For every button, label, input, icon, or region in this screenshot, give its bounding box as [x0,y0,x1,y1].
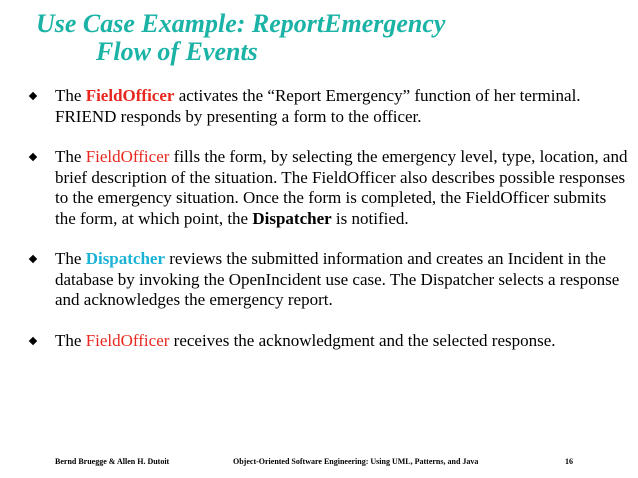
bullet-text-post: fills the form, by selecting the emergency level, type, location, and brief description of the situation. The FieldOfficer also describes possible responses to the emergency situation. Once the form is completed, the FieldOfficer submits the form, at which point, the [55,147,628,228]
bullet-text-pre: The [55,86,86,105]
footer-authors: Bernd Bruegge & Allen H. Dutoit [55,457,170,466]
actor-fieldofficer: FieldOfficer [85,86,175,105]
diamond-bullet-icon [29,92,37,100]
diamond-bullet-icon [29,336,37,344]
actor-dispatcher: Dispatcher [252,208,332,228]
bullet-item [28,86,628,127]
bullet-text-pre: The [55,330,86,350]
actor-fieldofficer: FieldOfficer [85,147,170,166]
bullet-text-post: activates the “Report Emergency” function of her terminal. FRIEND responds by presenting a form to the officer. [55,86,581,126]
slide-title-line2: Flow of Events [96,37,258,66]
bullet-text-post: receives the acknowledgment and the selected response. [169,330,556,350]
bullet-text-pre: The [55,249,86,268]
footer-book-title: Object-Oriented Software Engineering: Using UML, Patterns, and Java [233,457,479,466]
bullet-text-post: reviews the submitted information and creates an Incident in the database by invoking the OpenIncident use case. The Dispatcher selects a response and acknowledges the emergency report. [55,249,620,309]
slide-title-line1: Use Case Example: ReportEmergency [36,9,446,38]
diamond-bullet-icon [29,153,37,161]
actor-fieldofficer: FieldOfficer [85,330,170,350]
bullet-text-pre: The [55,147,86,166]
diamond-bullet-icon [29,255,37,263]
footer-page-number: 16 [565,457,573,466]
bullet-item [28,331,628,352]
bullet-text-post2: is notified. [331,208,409,228]
bullet-item [28,147,628,229]
bullet-list [28,86,628,351]
actor-dispatcher: Dispatcher [85,249,166,268]
slide-title [36,10,445,66]
bullet-item [28,249,628,311]
